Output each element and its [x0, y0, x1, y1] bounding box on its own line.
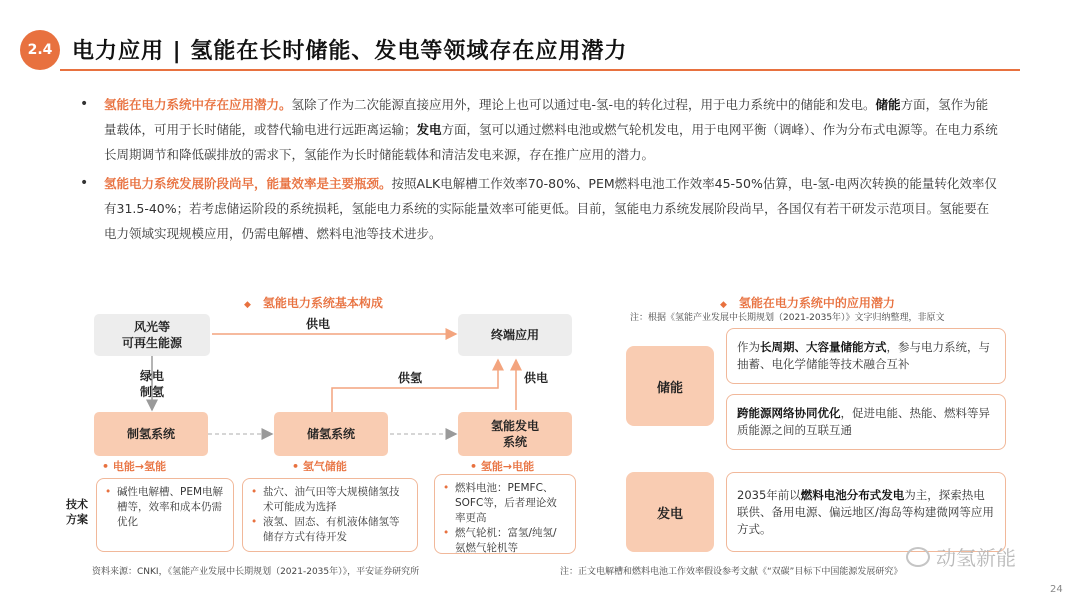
bullet-bold: 储能 — [875, 97, 901, 112]
hydrogen-power-gen-box: 氢能发电 系统 — [458, 412, 572, 456]
section-badge: 2.4 — [20, 30, 60, 70]
node-subtitle: • 氢能→电能 — [470, 460, 535, 473]
hydrogen-storage-box: 储氢系统 — [274, 412, 388, 456]
storage-card: 作为长周期、大容量储能方式，参与电力系统，与抽蓄、电化学储能等技术融合互补 — [726, 328, 1006, 384]
bullet-text — [104, 176, 997, 241]
applications-title: ◆ 氢能在电力系统中的应用潜力 — [720, 296, 895, 310]
bullet-segment: 按照ALK电解槽工作效率70-80%、PEM燃料电池工作效率45-50%估算，电-氢-电两次转换的能量转化效率仅有31.5-40%；若考虑储运阶段的系统损耗，氢能电力系统的实际能量效率可能更低。目前，氢能电力系统发展阶段尚早，各国仅有若干研发示范项目。氢能要在电力领域实现规模应用，仍需电解槽、燃料电池等技术进步。 — [104, 176, 997, 241]
page-title: 电力应用 | 氢能在长时储能、发电等领域存在应用潜力 — [72, 39, 628, 64]
node-subtitle: • 电能→氢能 — [102, 460, 167, 473]
applications-note: 注：根据《氢能产业发展中长期规划（2021-2035年）》文字归纳整理，非原文 — [630, 313, 945, 323]
bullet-segment: 氢除了作为二次能源直接应用外，理论上也可以通过电-氢-电的转化过程，用于电力系统中的储能和发电。 — [291, 97, 876, 112]
tech-solution-label: 技术 方案 — [66, 498, 88, 526]
bullet-list — [78, 92, 998, 250]
storage-label-box: 储能 — [626, 346, 714, 426]
title-divider — [60, 69, 1020, 71]
detail-card-power-gen: • 燃料电池：PEMFC、SOFC等，后者理论效率更高 • 燃气轮机：富氢/纯氢/氨燃气轮机等 — [434, 474, 576, 554]
bullet-item — [78, 92, 998, 167]
bullet-bold: 发电 — [416, 122, 442, 137]
page-number: 24 — [1050, 584, 1063, 595]
supply-power-label: 供电 — [524, 371, 549, 385]
bullet-item — [78, 171, 998, 246]
bullet-segment: 方面，氢可以通过燃料电池或燃气轮机发电，用于电网平衡（调峰）、作为分布式电源等。在电力系统长周期调节和降低碳排放的需求下，氢能作为长时储能载体和清洁发电来源，存在推广应用的潜力。 — [104, 122, 998, 162]
watermark: 动氢新能 — [906, 542, 1016, 571]
bullet-highlight: 氢能在电力系统中存在应用潜力。 — [104, 97, 292, 112]
diamond-icon: ◆ — [720, 300, 727, 310]
diagram-title: ◆ 氢能电力系统基本构成 — [244, 296, 383, 310]
detail-card-production: • 碱性电解槽、PEM电解槽等，效率和成本仍需优化 — [96, 478, 234, 552]
power-gen-card: 2035年前以燃料电池分布式发电为主，探索热电联供、备用电源、偏远地区/海岛等构建微网等应用方式。 — [726, 472, 1006, 552]
diamond-icon: ◆ — [244, 300, 251, 310]
bullet-dot-icon: • — [80, 175, 89, 191]
bullet-highlight: 氢能电力系统发展阶段尚早，能量效率是主要瓶颈。 — [104, 176, 392, 191]
source-note: 资料来源：CNKI，《氢能产业发展中长期规划（2021-2035年）》，平安证券研究所 — [92, 567, 420, 577]
end-use-box: 终端应用 — [458, 314, 572, 356]
node-subtitle: • 氢气储能 — [292, 460, 347, 473]
green-power-label: 绿电 制氢 — [140, 369, 165, 399]
bullet-segment: 方面，氢作为能量载体，可用于长时储能，或替代输电进行远距离运输； — [104, 97, 989, 137]
storage-card: 跨能源网络协同优化，促进电能、热能、燃料等异质能源之间的互联互通 — [726, 394, 1006, 450]
wechat-icon — [906, 547, 930, 567]
supply-power-label: 供电 — [306, 317, 331, 331]
bullet-dot-icon: • — [80, 96, 89, 112]
bullet-text — [104, 97, 998, 162]
detail-card-storage: • 盐穴、油气田等大规模储氢技术可能成为选择 • 液氢、固态、有机液体储氢等储存方式有待开发 — [242, 478, 418, 552]
power-gen-label-box: 发电 — [626, 472, 714, 552]
renewable-source-box: 风光等 可再生能源 — [94, 314, 210, 356]
supply-hydrogen-label: 供氢 — [398, 371, 423, 385]
footer-note: 注：正文电解槽和燃料电池工作效率假设参考文献《“双碳”目标下中国能源发展研究》 — [560, 567, 903, 577]
hydrogen-production-box: 制氢系统 — [94, 412, 208, 456]
